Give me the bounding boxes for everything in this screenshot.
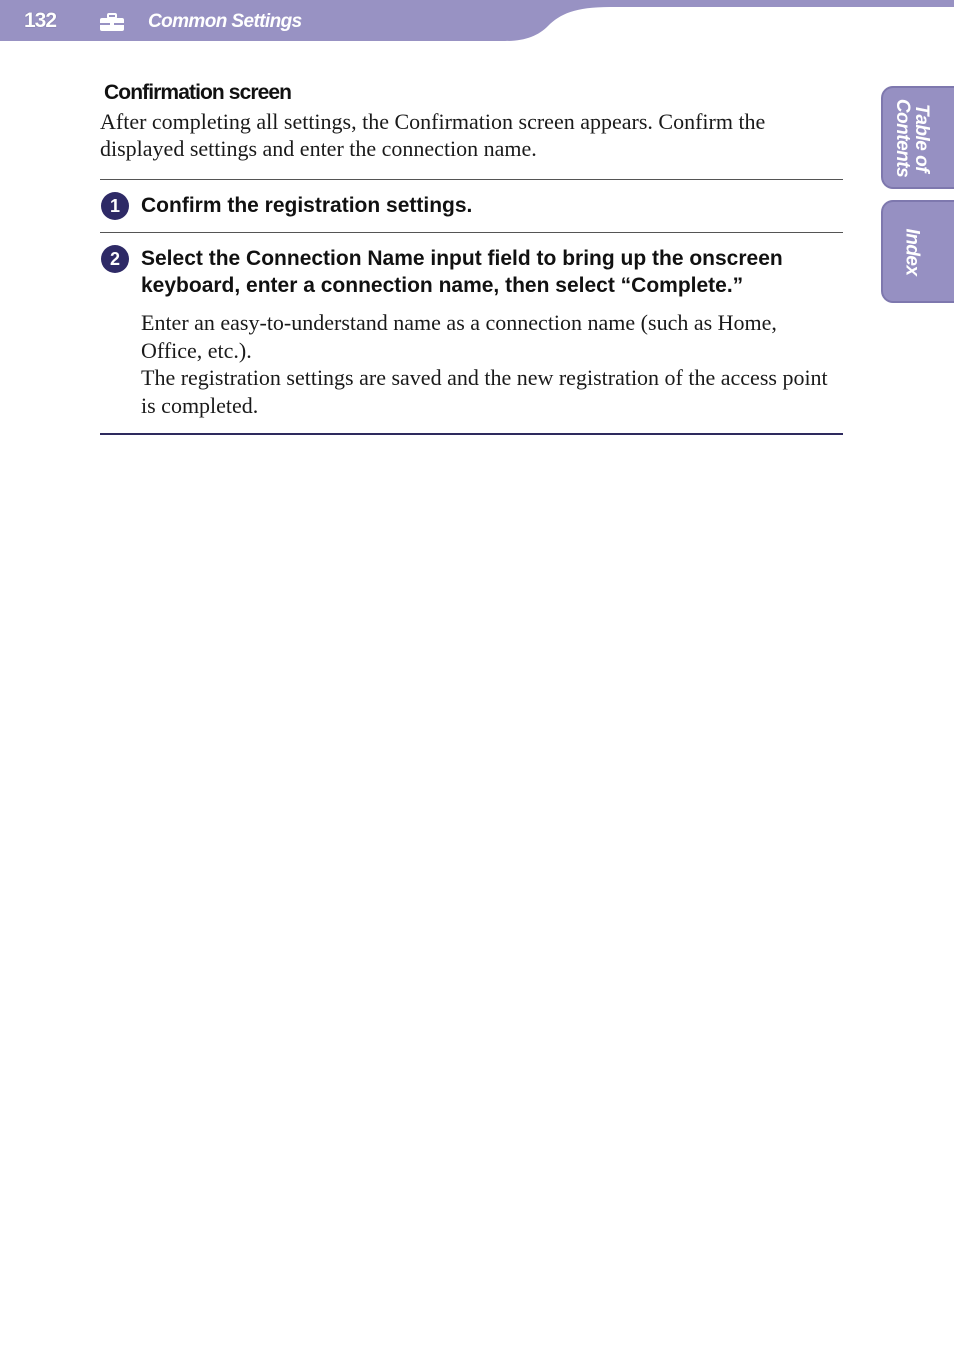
intro-paragraph: After completing all settings, the Confirmation screen appears. Confirm the displayed settings and enter the connection name. [100, 109, 766, 161]
index-tab-label: Index [901, 227, 923, 276]
step-number-badge: 2 [101, 245, 129, 273]
table-of-contents-tab-label [893, 98, 931, 176]
table-of-contents-tab[interactable] [881, 86, 954, 189]
step-number-badge: 1 [101, 192, 129, 220]
toc-label-line2: Contents [892, 98, 913, 177]
step-1 [100, 180, 843, 232]
section-end-divider [100, 433, 843, 435]
step-2 [100, 233, 843, 433]
toc-label-line1: Table of [911, 103, 932, 172]
page-number: 132 [24, 9, 57, 32]
section-title: Common Settings [148, 11, 302, 32]
page-header [0, 0, 954, 42]
toolbox-icon [99, 13, 125, 33]
main-content [100, 78, 843, 435]
step-description-line: The registration settings are saved and the new registration of the access point is completed. [141, 365, 828, 418]
subheading: Confirmation screen [104, 81, 292, 104]
index-tab[interactable] [881, 200, 954, 303]
step-description-line: Enter an easy-to-understand name as a connection name (such as Home, Office, etc.). [141, 310, 777, 363]
step-title: Select the Connection Name input field to bring up the onscreen keyboard, enter a connection name, then select “Complete.” [141, 247, 783, 297]
step-description [141, 309, 843, 419]
step-title: Confirm the registration settings. [141, 194, 473, 217]
header-band [0, 0, 954, 42]
